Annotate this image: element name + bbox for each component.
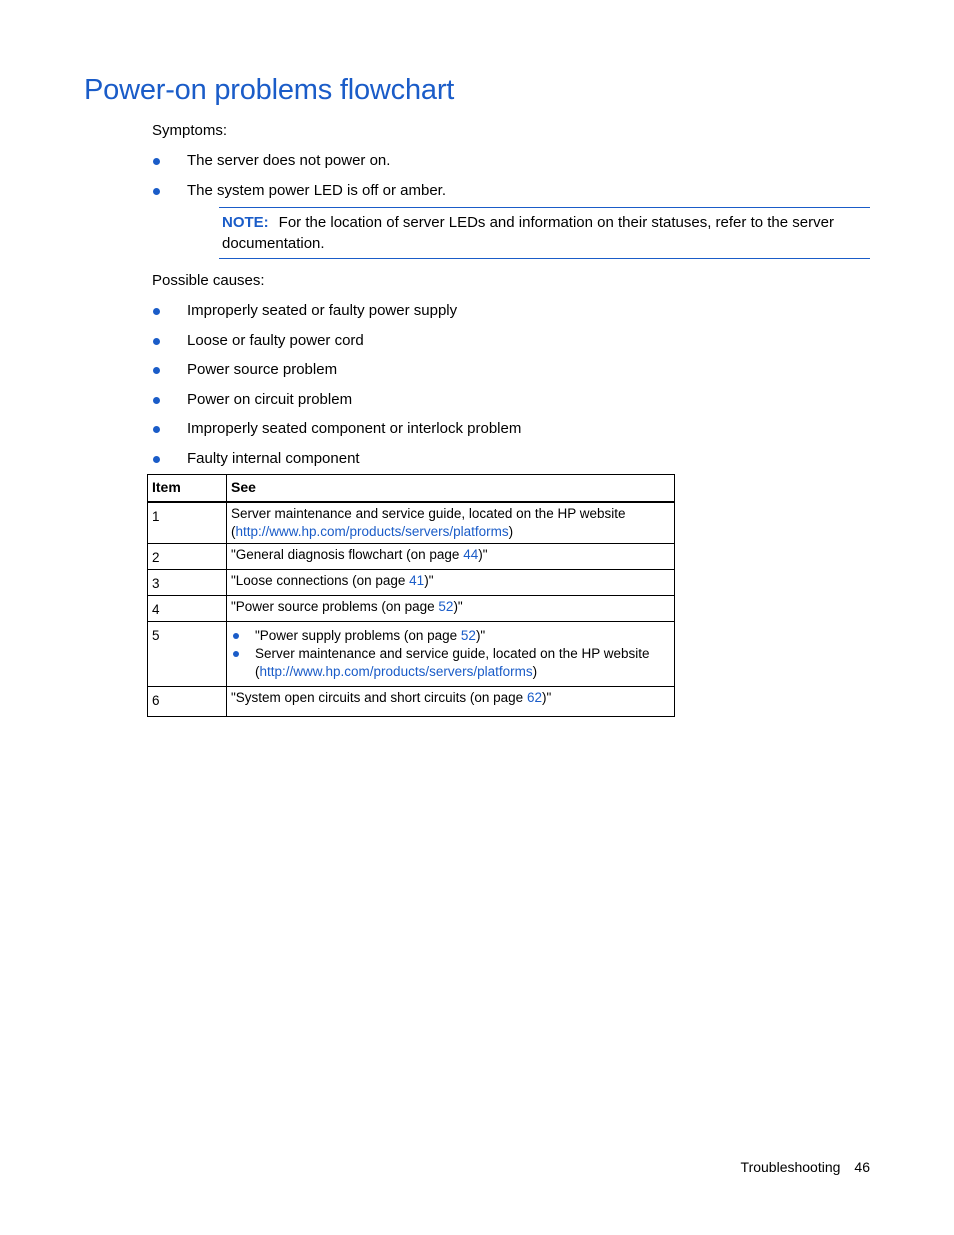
column-header-see: See [227,475,675,502]
table-row [148,544,675,570]
list-item: The server does not power on. [152,151,446,181]
note-text: For the location of server LEDs and information on their statuses, refer to the server documentation. [222,214,834,252]
page-link[interactable]: 41 [409,573,425,588]
list-item: Server maintenance and service guide, located on the HP website (http://www.hp.com/products/servers/platforms) [231,645,670,681]
website-link[interactable]: http://www.hp.com/products/servers/platforms [235,523,509,539]
page-link[interactable]: 52 [460,628,476,643]
footer-section: Troubleshooting [740,1159,841,1175]
website-link[interactable]: http://www.hp.com/products/servers/platforms [259,664,533,679]
symptoms-list [152,151,446,210]
item-number: 5 [148,622,227,687]
page-link[interactable]: 44 [463,547,479,562]
bullet-icon [233,633,239,639]
see-cell: "Power source problems (on page 52)" [227,596,675,622]
note-box [219,207,870,259]
bullet-icon [153,456,160,463]
table-row [148,622,675,687]
page-link[interactable]: 62 [526,690,542,705]
bullet-icon [233,651,239,657]
see-cell: "General diagnosis flowchart (on page 44)" [227,544,675,570]
page-link[interactable]: 52 [438,599,454,614]
see-list [231,627,670,681]
causes-list [152,301,521,478]
table-row [148,570,675,596]
table-header-row [148,475,675,502]
list-item: Improperly seated or faulty power supply [152,301,521,331]
see-cell: Server maintenance and service guide, located on the HP website (http://www.hp.com/products/servers/platforms) [227,502,675,544]
table-row [148,687,675,717]
table-row [148,596,675,622]
list-item: Power on circuit problem [152,390,521,420]
note-label: NOTE: [222,214,269,231]
bullet-icon [153,426,160,433]
list-item: "Power supply problems (on page 52)" [231,627,670,645]
bullet-icon [153,188,160,195]
column-header-item: Item [148,475,227,502]
list-item: The system power LED is off or amber. [152,181,446,211]
bullet-icon [153,397,160,404]
bullet-icon [153,338,160,345]
page-number: 46 [854,1159,870,1175]
list-item: Faulty internal component [152,449,521,479]
item-number: 2 [148,544,227,570]
list-item: Improperly seated component or interlock problem [152,419,521,449]
list-item: Loose or faulty power cord [152,331,521,361]
see-cell: "System open circuits and short circuits (on page 62)" [227,687,675,717]
item-number: 4 [148,596,227,622]
symptoms-label: Symptoms: [152,122,228,139]
list-item: Power source problem [152,360,521,390]
item-number: 6 [148,687,227,717]
see-cell: "Loose connections (on page 41)" [227,570,675,596]
see-cell [227,622,675,687]
item-number: 1 [148,502,227,544]
page-title: Power-on problems flowchart [84,74,455,106]
page-footer [741,1159,870,1175]
bullet-icon [153,367,160,374]
reference-table [147,474,675,717]
causes-label: Possible causes: [152,272,265,289]
bullet-icon [153,158,160,165]
item-number: 3 [148,570,227,596]
table-row [148,502,675,544]
bullet-icon [153,308,160,315]
